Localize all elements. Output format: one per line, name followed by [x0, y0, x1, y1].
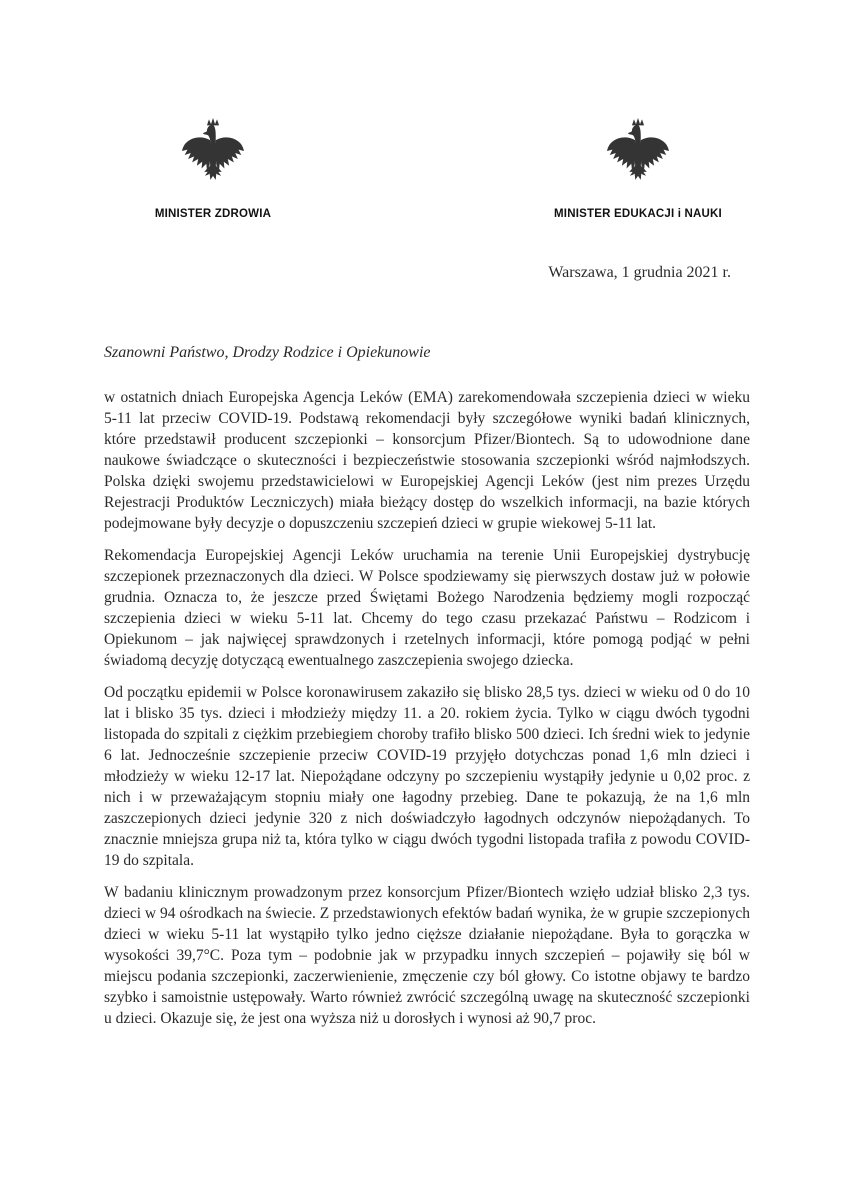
- paragraph-distribution: Rekomendacja Europejskiej Agencji Leków uruchamia na terenie Unii Europejskiej dystrybucję szczepionek przeznaczonych dla dzieci. W Polsce spodziewamy się pierwszych dostaw już w połowie grudnia. Oznacza to, że jeszcze przed Świętami Bożego Narodzenia będziemy mogli rozpocząć szczepienia dzieci w wieku 5-11 lat. Chcemy do tego czasu przekazać Państwu – Rodzicom i Opiekunom – jak najwięcej sprawdzonych i rzetelnych informacji, które pomogą podjąć w pełni świadomą decyzję dotyczącą ewentualnego zaszczepienia swojego dziecka.: [104, 547, 750, 669]
- paragraph-ema-recommendation: w ostatnich dniach Europejska Agencja Leków (EMA) zarekomendowała szczepienia dzieci w wieku 5-11 lat przeciw COVID-19. Podstawą rekomendacji były szczegółowe wyniki badań klinicznych, które przedstawił producent szczepionki – konsorcjum Pfizer/Biontech. Są to udowodnione dane naukowe świadczące o skuteczności i bezpieczeństwie stosowania szczepionki wśród najmłodszych. Polska dzięki swojemu przedstawicielowi w Europejskiej Agencji Leków (jest nim prezes Urzędu Rejestracji Produktów Leczniczych) miała bieżący dostęp do wszelkich informacji, na bazie których podejmowane były decyzje o dopuszczeniu szczepień dzieci w grupie wiekowej 5-11 lat.: [104, 389, 750, 532]
- polish-eagle-emblem: [604, 116, 672, 190]
- dateline: Warszawa, 1 grudnia 2021 r.: [548, 264, 731, 281]
- minister-edukacji-label: MINISTER EDUKACJI i NAUKI: [554, 208, 722, 220]
- minister-zdrowia-label: MINISTER ZDROWIA: [154, 208, 272, 220]
- letterhead-minister-zdrowia: [143, 116, 283, 220]
- polish-eagle-emblem: [179, 116, 247, 190]
- paragraph-clinical-trial: W badaniu klinicznym prowadzonym przez konsorcjum Pfizer/Biontech wzięło udział blisko 2,3 tys. dzieci w 94 ośrodkach na świecie. Z przedstawionych efektów badań wynika, że w grupie szczepionych dzieci w wieku 5-11 lat wystąpiło tylko jedno cięższe działanie niepożądane. Była to gorączka w wysokości 39,7°C. Poza tym – podobnie jak w przypadku innych szczepień – pojawiły się ból w miejscu podania szczepionki, zaczerwienienie, zmęczenie czy ból głowy. Co istotne objawy te bardzo szybko i samoistnie ustępowały. Warto również zwrócić szczególną uwagę na skuteczność szczepionki u dzieci. Okazuje się, że jest ona wyższa niż u dorosłych i wynosi aż 90,7 proc.: [104, 884, 750, 1027]
- letter-body: [104, 344, 750, 1040]
- letterhead-minister-edukacji: [543, 116, 733, 220]
- salutation: Szanowni Państwo, Drodzy Rodzice i Opiekunowie: [104, 344, 431, 361]
- paragraph-epidemic-statistics: Od początku epidemii w Polsce koronawirusem zakaziło się blisko 28,5 tys. dzieci w wieku od 0 do 10 lat i blisko 35 tys. dzieci i młodzieży między 11. a 20. rokiem życia. Tylko w ciągu dwóch tygodni listopada do szpitali z ciężkim przebiegiem choroby trafiło blisko 500 dzieci. Ich średni wiek to jedynie 6 lat. Jednocześnie szczepienie przeciw COVID-19 przyjęło dotychczas ponad 1,6 mln dzieci i młodzieży w wieku 12-17 lat. Niepożądane odczyny po szczepieniu wystąpiły jedynie u 0,02 proc. z nich i w przeważającym stopniu miały one łagodny przebieg. Dane te pokazują, że na 1,6 mln zaszczepionych dzieci jedynie 320 z nich doświadczyło łagodnych odczynów niepożądanych. To znacznie mniejsza grupa niż ta, która tylko w ciągu dwóch tygodni listopada trafiła z powodu COVID-19 do szpitala.: [104, 684, 750, 869]
